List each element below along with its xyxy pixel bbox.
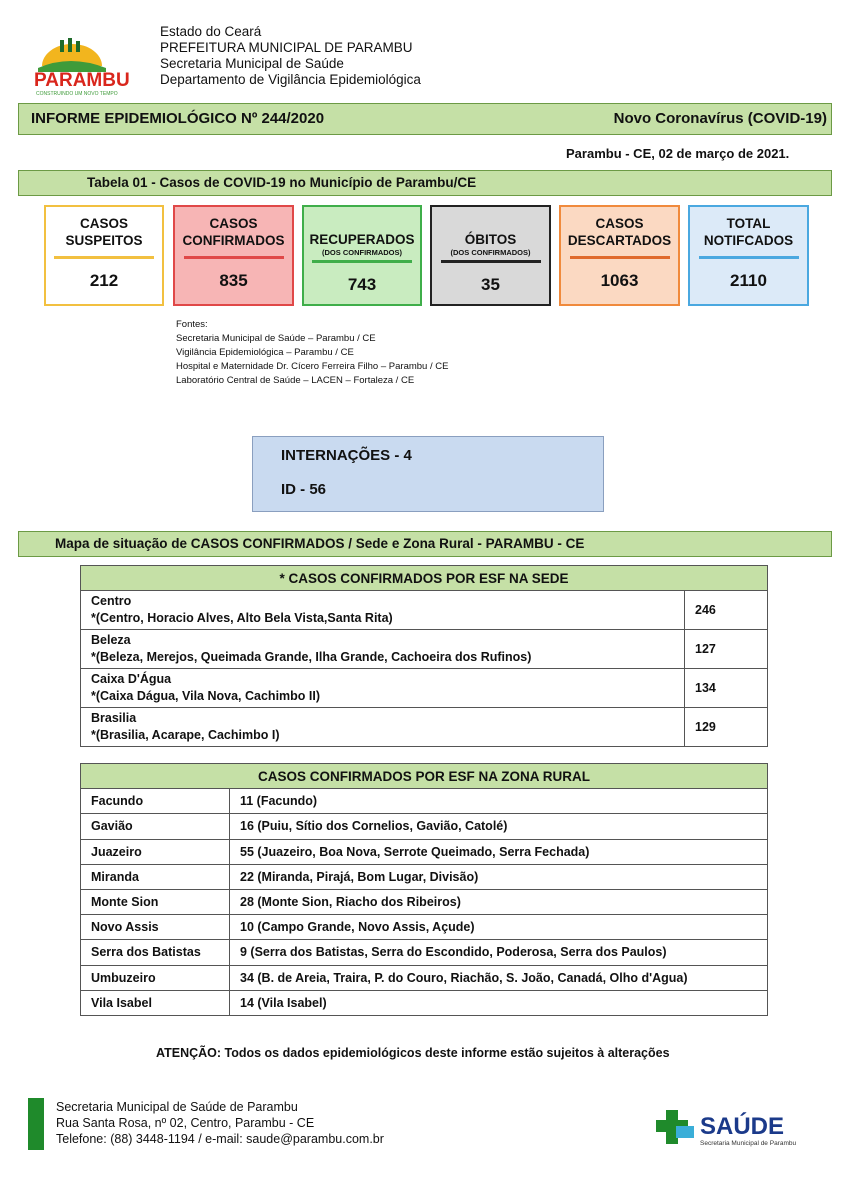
internacoes-id: ID - 56 [281,481,327,498]
parambu-logo-icon [30,28,148,98]
header-line: PREFEITURA MUNICIPAL DE PARAMBU [160,40,413,55]
rural-name: Juazeiro [81,839,230,864]
table-row [81,708,768,747]
stat-label: NOTIFCADOS [703,233,794,248]
stat-box-recuperados [302,205,422,306]
sede-name: Beleza [91,633,131,647]
stat-box-notificados [688,205,809,306]
stat-label: CASOS [209,216,258,231]
table-row [81,591,768,630]
header-line: Estado do Ceará [160,24,262,39]
stat-divider [570,256,670,259]
parambu-logo [30,28,148,98]
stat-label: CONFIRMADOS [182,233,285,248]
footer-line: Secretaria Municipal de Saúde de Parambu [56,1100,298,1114]
stat-divider [441,260,541,263]
rural-table [80,763,768,1016]
stat-value: 743 [347,275,377,294]
fontes-list [176,318,448,388]
stat-value: 835 [219,271,248,290]
rural-name: Facundo [81,789,230,814]
report-subject: Novo Coronavírus (COVID-19) [613,110,827,127]
rural-name: Miranda [81,864,230,889]
saude-logo-text: SAÚDE [700,1113,785,1140]
footer-accent-bar [28,1098,44,1150]
stat-label: SUSPEITOS [65,233,143,248]
footer-address [56,1099,384,1147]
saude-cross-icon [656,1104,806,1150]
mapa-title-bar [18,531,832,557]
table01-title-bar [18,170,832,196]
table-row [81,915,768,940]
sede-value: 129 [685,708,768,747]
stat-value: 1063 [600,271,639,290]
table-row [81,669,768,708]
rural-name: Umbuzeiro [81,965,230,990]
rural-name: Gavião [81,814,230,839]
sede-value: 127 [685,630,768,669]
sede-detail: *(Brasilia, Acarape, Cachimbo I) [91,728,280,742]
rural-name: Vila Isabel [81,990,230,1015]
saude-logo-tagline: Secretaria Municipal de Parambu [700,1140,797,1147]
internacoes-count: INTERNAÇÕES - 4 [281,447,412,464]
table-row [81,789,768,814]
table-row [81,814,768,839]
fontes-line: Hospital e Maternidade Dr. Cícero Ferreira Filho – Parambu / CE [176,361,449,372]
logo-tagline: CONSTRUINDO UM NOVO TEMPO [36,91,118,97]
stat-label: ÓBITOS [464,232,517,247]
stat-label: TOTAL [726,216,771,231]
table-row [81,965,768,990]
sede-value: 246 [685,591,768,630]
report-date: Parambu - CE, 02 de março de 2021. [566,146,790,161]
header-line: Departamento de Vigilância Epidemiológica [160,72,421,87]
stat-value: 35 [481,275,500,294]
table-row [81,630,768,669]
fontes-line: Vigilância Epidemiológica – Parambu / CE [176,347,354,358]
stat-sublabel: (DOS CONFIRMADOS) [322,248,402,257]
rural-detail: 16 (Puiu, Sítio dos Cornelios, Gavião, Catolé) [230,814,768,839]
stat-label: CASOS [595,216,644,231]
footer-line: Telefone: (88) 3448-1194 / e-mail: saude@parambu.com.br [56,1132,384,1146]
rural-detail: 11 (Facundo) [230,789,768,814]
stat-box-suspeitos [44,205,164,306]
fontes-line: Laboratório Central de Saúde – LACEN – Fortaleza / CE [176,375,415,386]
table-row [81,889,768,914]
stat-box-descartados [559,205,680,306]
rural-detail: 55 (Juazeiro, Boa Nova, Serrote Queimado, Serra Fechada) [230,839,768,864]
sede-table [80,565,768,747]
rural-detail: 34 (B. de Areia, Traira, P. do Couro, Riachão, S. João, Canadá, Olho d'Agua) [230,965,768,990]
report-title: INFORME EPIDEMIOLÓGICO Nº 244/2020 [31,110,325,127]
footer-line: Rua Santa Rosa, nº 02, Centro, Parambu - CE [56,1116,315,1130]
rural-detail: 14 (Vila Isabel) [230,990,768,1015]
internacoes-box [252,436,604,512]
fontes-line: Fontes: [176,319,208,330]
stat-label: DESCARTADOS [567,233,672,248]
sede-detail: *(Caixa Dágua, Vila Nova, Cachimbo II) [91,689,321,703]
rural-detail: 28 (Monte Sion, Riacho dos Ribeiros) [230,889,768,914]
logo-text: PARAMBU [34,70,130,91]
stat-box-obitos [430,205,551,306]
table-row [81,864,768,889]
rural-detail: 22 (Miranda, Pirajá, Bom Lugar, Divisão) [230,864,768,889]
table-row [81,990,768,1015]
stat-divider [699,256,799,259]
table-row [81,839,768,864]
stat-divider [184,256,284,259]
rural-detail: 10 (Campo Grande, Novo Assis, Açude) [230,915,768,940]
sede-name: Brasilia [91,711,137,725]
sede-name: Caixa D'Água [91,672,172,686]
sede-name: Centro [91,594,132,608]
sede-detail: *(Beleza, Merejos, Queimada Grande, Ilha Grande, Cachoeira dos Rufinos) [91,650,532,664]
stat-box-confirmados [173,205,294,306]
atencao-notice: ATENÇÃO: Todos os dados epidemiológicos deste informe estão sujeitos à alterações [156,1046,670,1060]
stat-value: 2110 [730,271,767,290]
stat-label: CASOS [79,216,128,231]
rural-name: Serra dos Batistas [81,940,230,965]
rural-table-title: CASOS CONFIRMADOS POR ESF NA ZONA RURAL [81,764,768,789]
stat-divider [54,256,154,259]
stat-divider [312,260,412,263]
mapa-title: Mapa de situação de CASOS CONFIRMADOS / Sede e Zona Rural - PARAMBU - CE [55,536,585,551]
sede-detail: *(Centro, Horacio Alves, Alto Bela Vista,Santa Rita) [91,611,393,625]
table01-title: Tabela 01 - Casos de COVID-19 no Município de Parambu/CE [87,175,477,190]
rural-name: Monte Sion [81,889,230,914]
table-row [81,940,768,965]
stat-label: RECUPERADOS [309,232,415,247]
stat-value: 212 [89,271,119,290]
report-title-bar [18,103,832,135]
fontes-line: Secretaria Municipal de Saúde – Parambu / CE [176,333,376,344]
stat-sublabel: (DOS CONFIRMADOS) [450,248,531,257]
sede-table-title: * CASOS CONFIRMADOS POR ESF NA SEDE [81,566,768,591]
header-lines [160,24,421,88]
sede-value: 134 [685,669,768,708]
rural-name: Novo Assis [81,915,230,940]
header-line: Secretaria Municipal de Saúde [160,56,344,71]
saude-logo [656,1104,806,1150]
rural-detail: 9 (Serra dos Batistas, Serra do Escondido, Poderosa, Serra dos Paulos) [230,940,768,965]
